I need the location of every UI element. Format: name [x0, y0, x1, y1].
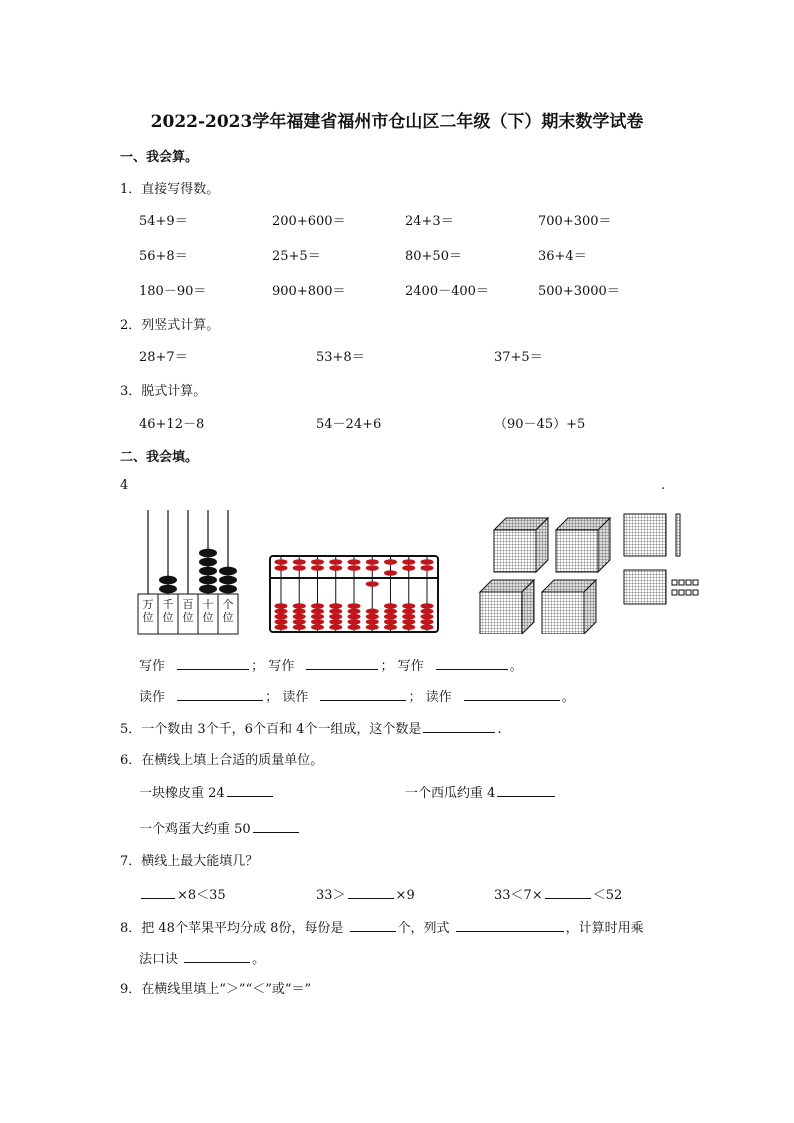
q8-line-2 — [139, 948, 265, 967]
separator: 。 — [561, 690, 575, 705]
q7-item-c — [494, 884, 622, 903]
q8-text: 法口诀 — [139, 952, 179, 967]
abacus-label: 十位 — [202, 598, 214, 624]
answer-blank[interactable] — [141, 884, 175, 899]
q8-text: 个，列式 — [397, 921, 450, 936]
q5-end: . — [497, 722, 502, 737]
q7-label: 7．横线上最大能填几？ — [120, 854, 259, 869]
q7-text: ×9 — [395, 888, 415, 903]
answer-blank[interactable] — [423, 718, 495, 733]
q2-item: 37+5＝ — [494, 350, 543, 365]
abacus-label: 百位 — [182, 598, 194, 624]
q6-text: 一个西瓜约重 4 — [405, 786, 496, 801]
q1-label: 1．直接写得数。 — [120, 182, 220, 197]
answer-blank[interactable] — [177, 686, 263, 701]
answer-blank[interactable] — [456, 917, 564, 932]
read-label: 读作 — [282, 690, 309, 705]
base-ten-blocks-figure — [476, 508, 708, 634]
q7-text: 33＜7× — [494, 888, 543, 903]
q5 — [120, 718, 502, 737]
answer-blank[interactable] — [464, 686, 560, 701]
answer-blank[interactable] — [436, 655, 508, 670]
read-label: 读作 — [139, 690, 166, 705]
q4-period: . — [661, 478, 666, 493]
answer-blank[interactable] — [177, 655, 249, 670]
q1-item: 54+9＝ — [139, 214, 188, 229]
answer-blank[interactable] — [184, 948, 250, 963]
q4-write-row — [139, 655, 523, 674]
q8-line-1 — [120, 917, 644, 936]
separator: ； — [380, 659, 394, 674]
q8-text: 8．把 48个苹果平均分成 8份，每份是 — [120, 921, 344, 936]
q1-item: 56+8＝ — [139, 249, 188, 264]
q7-text: ×8＜35 — [177, 888, 226, 903]
answer-blank[interactable] — [350, 917, 396, 932]
answer-blank[interactable] — [227, 782, 273, 797]
q2-item: 28+7＝ — [139, 350, 188, 365]
separator: 。 — [509, 659, 523, 674]
q3-item: 46+12－8 — [139, 417, 205, 432]
read-label: 读作 — [425, 690, 452, 705]
q2-item: 53+8＝ — [316, 350, 365, 365]
q8-text: ，计算时用乘 — [565, 921, 644, 936]
q6-item-1 — [139, 782, 275, 801]
separator: ； — [251, 659, 265, 674]
q1-item: 180－90＝ — [139, 284, 207, 299]
separator: ； — [408, 690, 422, 705]
page-title: 2022-2023学年福建省福州市仓山区二年级（下）期末数学试卷 — [150, 112, 644, 132]
q1-item: 24+3＝ — [405, 214, 454, 229]
q8-text: 。 — [252, 952, 266, 967]
q4-number: 4 — [120, 478, 129, 493]
write-label: 写作 — [139, 659, 166, 674]
q6-item-3 — [139, 818, 301, 837]
q6-label: 6．在横线上填上合适的质量单位。 — [120, 753, 324, 768]
abacus-label: 千位 — [162, 598, 174, 624]
abacus-label: 个位 — [222, 598, 234, 624]
q3-label: 3．脱式计算。 — [120, 384, 207, 399]
q3-item: 54－24+6 — [316, 417, 382, 432]
answer-blank[interactable] — [320, 686, 406, 701]
bead-abacus-figure — [268, 554, 440, 634]
q9-label: 9．在横线里填上“＞”“＜”或“＝” — [120, 982, 312, 997]
q7-item-a — [139, 884, 226, 903]
q1-item: 700+300＝ — [538, 214, 612, 229]
q6-item-2 — [405, 782, 557, 801]
q6-text: 一个鸡蛋大约重 50 — [139, 822, 251, 837]
answer-blank[interactable] — [348, 884, 394, 899]
answer-blank[interactable] — [497, 782, 555, 797]
q1-item: 2400－400＝ — [405, 284, 489, 299]
answer-blank[interactable] — [253, 818, 299, 833]
q4-read-row — [139, 686, 575, 705]
q2-label: 2．列竖式计算。 — [120, 318, 220, 333]
q7-text: ＜52 — [592, 888, 623, 903]
section-1-heading: 一、我会算。 — [120, 150, 199, 165]
q7-text: 33＞ — [316, 888, 346, 903]
q1-item: 200+600＝ — [272, 214, 346, 229]
q1-item: 80+50＝ — [405, 249, 462, 264]
q1-item: 900+800＝ — [272, 284, 346, 299]
separator: ； — [265, 690, 279, 705]
q7-item-b — [316, 884, 415, 903]
write-label: 写作 — [268, 659, 295, 674]
section-2-heading: 二、我会填。 — [120, 450, 199, 465]
answer-blank[interactable] — [545, 884, 591, 899]
q3-item: （90－45）+5 — [494, 417, 586, 432]
abacus-label: 万位 — [142, 598, 154, 624]
answer-blank[interactable] — [306, 655, 378, 670]
q6-text: 一块橡皮重 24 — [139, 786, 225, 801]
write-label: 写作 — [397, 659, 424, 674]
q5-text: 5．一个数由 3个千，6个百和 4个一组成，这个数是 — [120, 722, 422, 737]
q1-item: 500+3000＝ — [538, 284, 620, 299]
q1-item: 36+4＝ — [538, 249, 587, 264]
q1-item: 25+5＝ — [272, 249, 321, 264]
